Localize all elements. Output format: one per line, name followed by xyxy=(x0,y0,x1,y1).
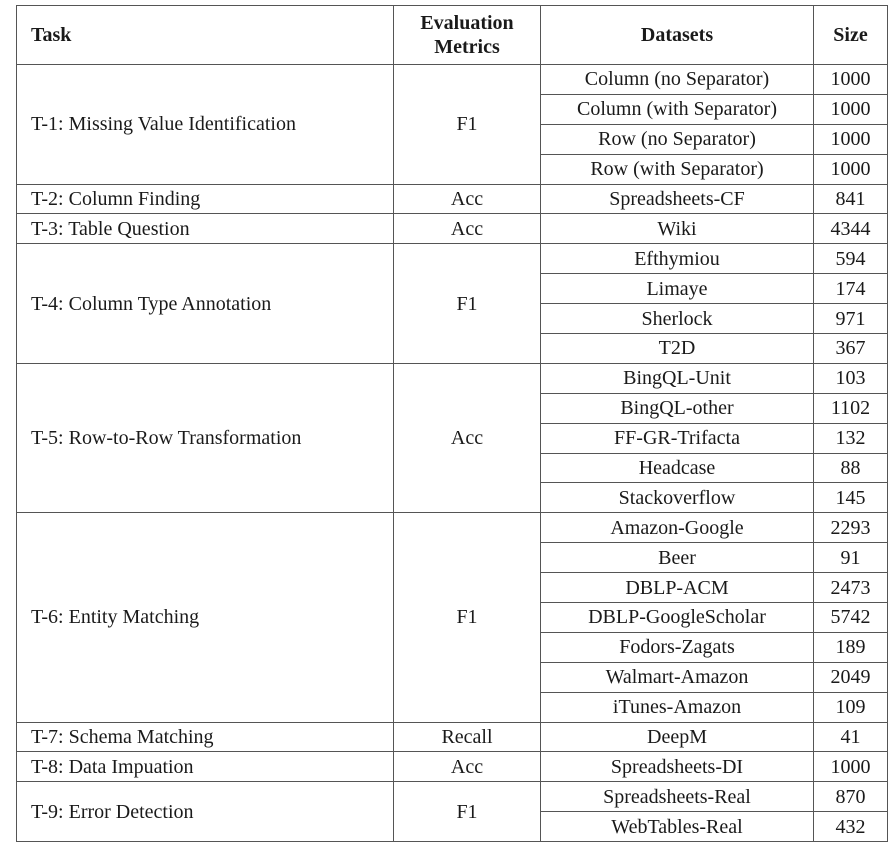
dataset-cell: BingQL-Unit xyxy=(541,363,814,393)
size-cell: 41 xyxy=(814,722,888,752)
dataset-cell: Row (with Separator) xyxy=(541,154,814,184)
size-cell: 132 xyxy=(814,423,888,453)
size-cell: 4344 xyxy=(814,214,888,244)
dataset-cell: iTunes-Amazon xyxy=(541,692,814,722)
header-evaluation-metrics xyxy=(394,6,541,65)
dataset-cell: Walmart-Amazon xyxy=(541,662,814,692)
dataset-cell: Column (with Separator) xyxy=(541,94,814,124)
size-cell: 432 xyxy=(814,812,888,842)
size-cell: 1000 xyxy=(814,752,888,782)
size-cell: 1000 xyxy=(814,65,888,95)
size-cell: 1000 xyxy=(814,124,888,154)
size-cell: 88 xyxy=(814,453,888,483)
header-row xyxy=(17,6,888,65)
size-cell: 594 xyxy=(814,244,888,274)
dataset-cell: Limaye xyxy=(541,274,814,304)
size-cell: 841 xyxy=(814,184,888,214)
task-cell: T-4: Column Type Annotation xyxy=(17,244,394,364)
dataset-cell: Amazon-Google xyxy=(541,513,814,543)
task-cell: T-1: Missing Value Identification xyxy=(17,65,394,185)
size-cell: 2473 xyxy=(814,573,888,603)
dataset-cell: Sherlock xyxy=(541,304,814,334)
table-row xyxy=(17,752,888,782)
metric-cell: F1 xyxy=(394,782,541,842)
task-cell: T-6: Entity Matching xyxy=(17,513,394,722)
size-cell: 2049 xyxy=(814,662,888,692)
table-row xyxy=(17,214,888,244)
size-cell: 145 xyxy=(814,483,888,513)
metric-cell: Acc xyxy=(394,214,541,244)
dataset-cell: Spreadsheets-DI xyxy=(541,752,814,782)
size-cell: 2293 xyxy=(814,513,888,543)
task-cell: T-2: Column Finding xyxy=(17,184,394,214)
benchmark-table xyxy=(16,5,888,842)
metric-cell: F1 xyxy=(394,244,541,364)
metric-cell: F1 xyxy=(394,513,541,722)
task-cell: T-7: Schema Matching xyxy=(17,722,394,752)
dataset-cell: DBLP-GoogleScholar xyxy=(541,603,814,633)
dataset-cell: DeepM xyxy=(541,722,814,752)
task-cell: T-9: Error Detection xyxy=(17,782,394,842)
dataset-cell: Wiki xyxy=(541,214,814,244)
table-row xyxy=(17,513,888,543)
table-row xyxy=(17,244,888,274)
dataset-cell: Beer xyxy=(541,543,814,573)
dataset-cell: Column (no Separator) xyxy=(541,65,814,95)
dataset-cell: Fodors-Zagats xyxy=(541,632,814,662)
size-cell: 870 xyxy=(814,782,888,812)
table-row xyxy=(17,782,888,812)
metric-cell: F1 xyxy=(394,65,541,185)
table-row xyxy=(17,184,888,214)
metric-cell: Acc xyxy=(394,363,541,512)
dataset-cell: Spreadsheets-CF xyxy=(541,184,814,214)
size-cell: 5742 xyxy=(814,603,888,633)
size-cell: 1102 xyxy=(814,393,888,423)
size-cell: 1000 xyxy=(814,154,888,184)
size-cell: 367 xyxy=(814,334,888,364)
table-body xyxy=(17,65,888,842)
size-cell: 91 xyxy=(814,543,888,573)
size-cell: 103 xyxy=(814,363,888,393)
header-size: Size xyxy=(814,6,888,65)
task-cell: T-5: Row-to-Row Transformation xyxy=(17,363,394,512)
dataset-cell: DBLP-ACM xyxy=(541,573,814,603)
metric-cell: Acc xyxy=(394,752,541,782)
dataset-cell: FF-GR-Trifacta xyxy=(541,423,814,453)
size-cell: 1000 xyxy=(814,94,888,124)
header-task: Task xyxy=(17,6,394,65)
size-cell: 109 xyxy=(814,692,888,722)
dataset-cell: Stackoverflow xyxy=(541,483,814,513)
dataset-cell: T2D xyxy=(541,334,814,364)
size-cell: 971 xyxy=(814,304,888,334)
metric-cell: Recall xyxy=(394,722,541,752)
dataset-cell: Row (no Separator) xyxy=(541,124,814,154)
table-header xyxy=(17,6,888,65)
size-cell: 189 xyxy=(814,632,888,662)
table-row xyxy=(17,363,888,393)
dataset-cell: Efthymiou xyxy=(541,244,814,274)
task-cell: T-8: Data Impuation xyxy=(17,752,394,782)
table-row xyxy=(17,65,888,95)
table-row xyxy=(17,722,888,752)
task-cell: T-3: Table Question xyxy=(17,214,394,244)
dataset-cell: WebTables-Real xyxy=(541,812,814,842)
header-metrics-line1: Evaluation xyxy=(420,12,514,34)
dataset-cell: Spreadsheets-Real xyxy=(541,782,814,812)
header-datasets: Datasets xyxy=(541,6,814,65)
header-metrics-line2: Metrics xyxy=(434,36,500,58)
metric-cell: Acc xyxy=(394,184,541,214)
dataset-cell: BingQL-other xyxy=(541,393,814,423)
size-cell: 174 xyxy=(814,274,888,304)
dataset-cell: Headcase xyxy=(541,453,814,483)
